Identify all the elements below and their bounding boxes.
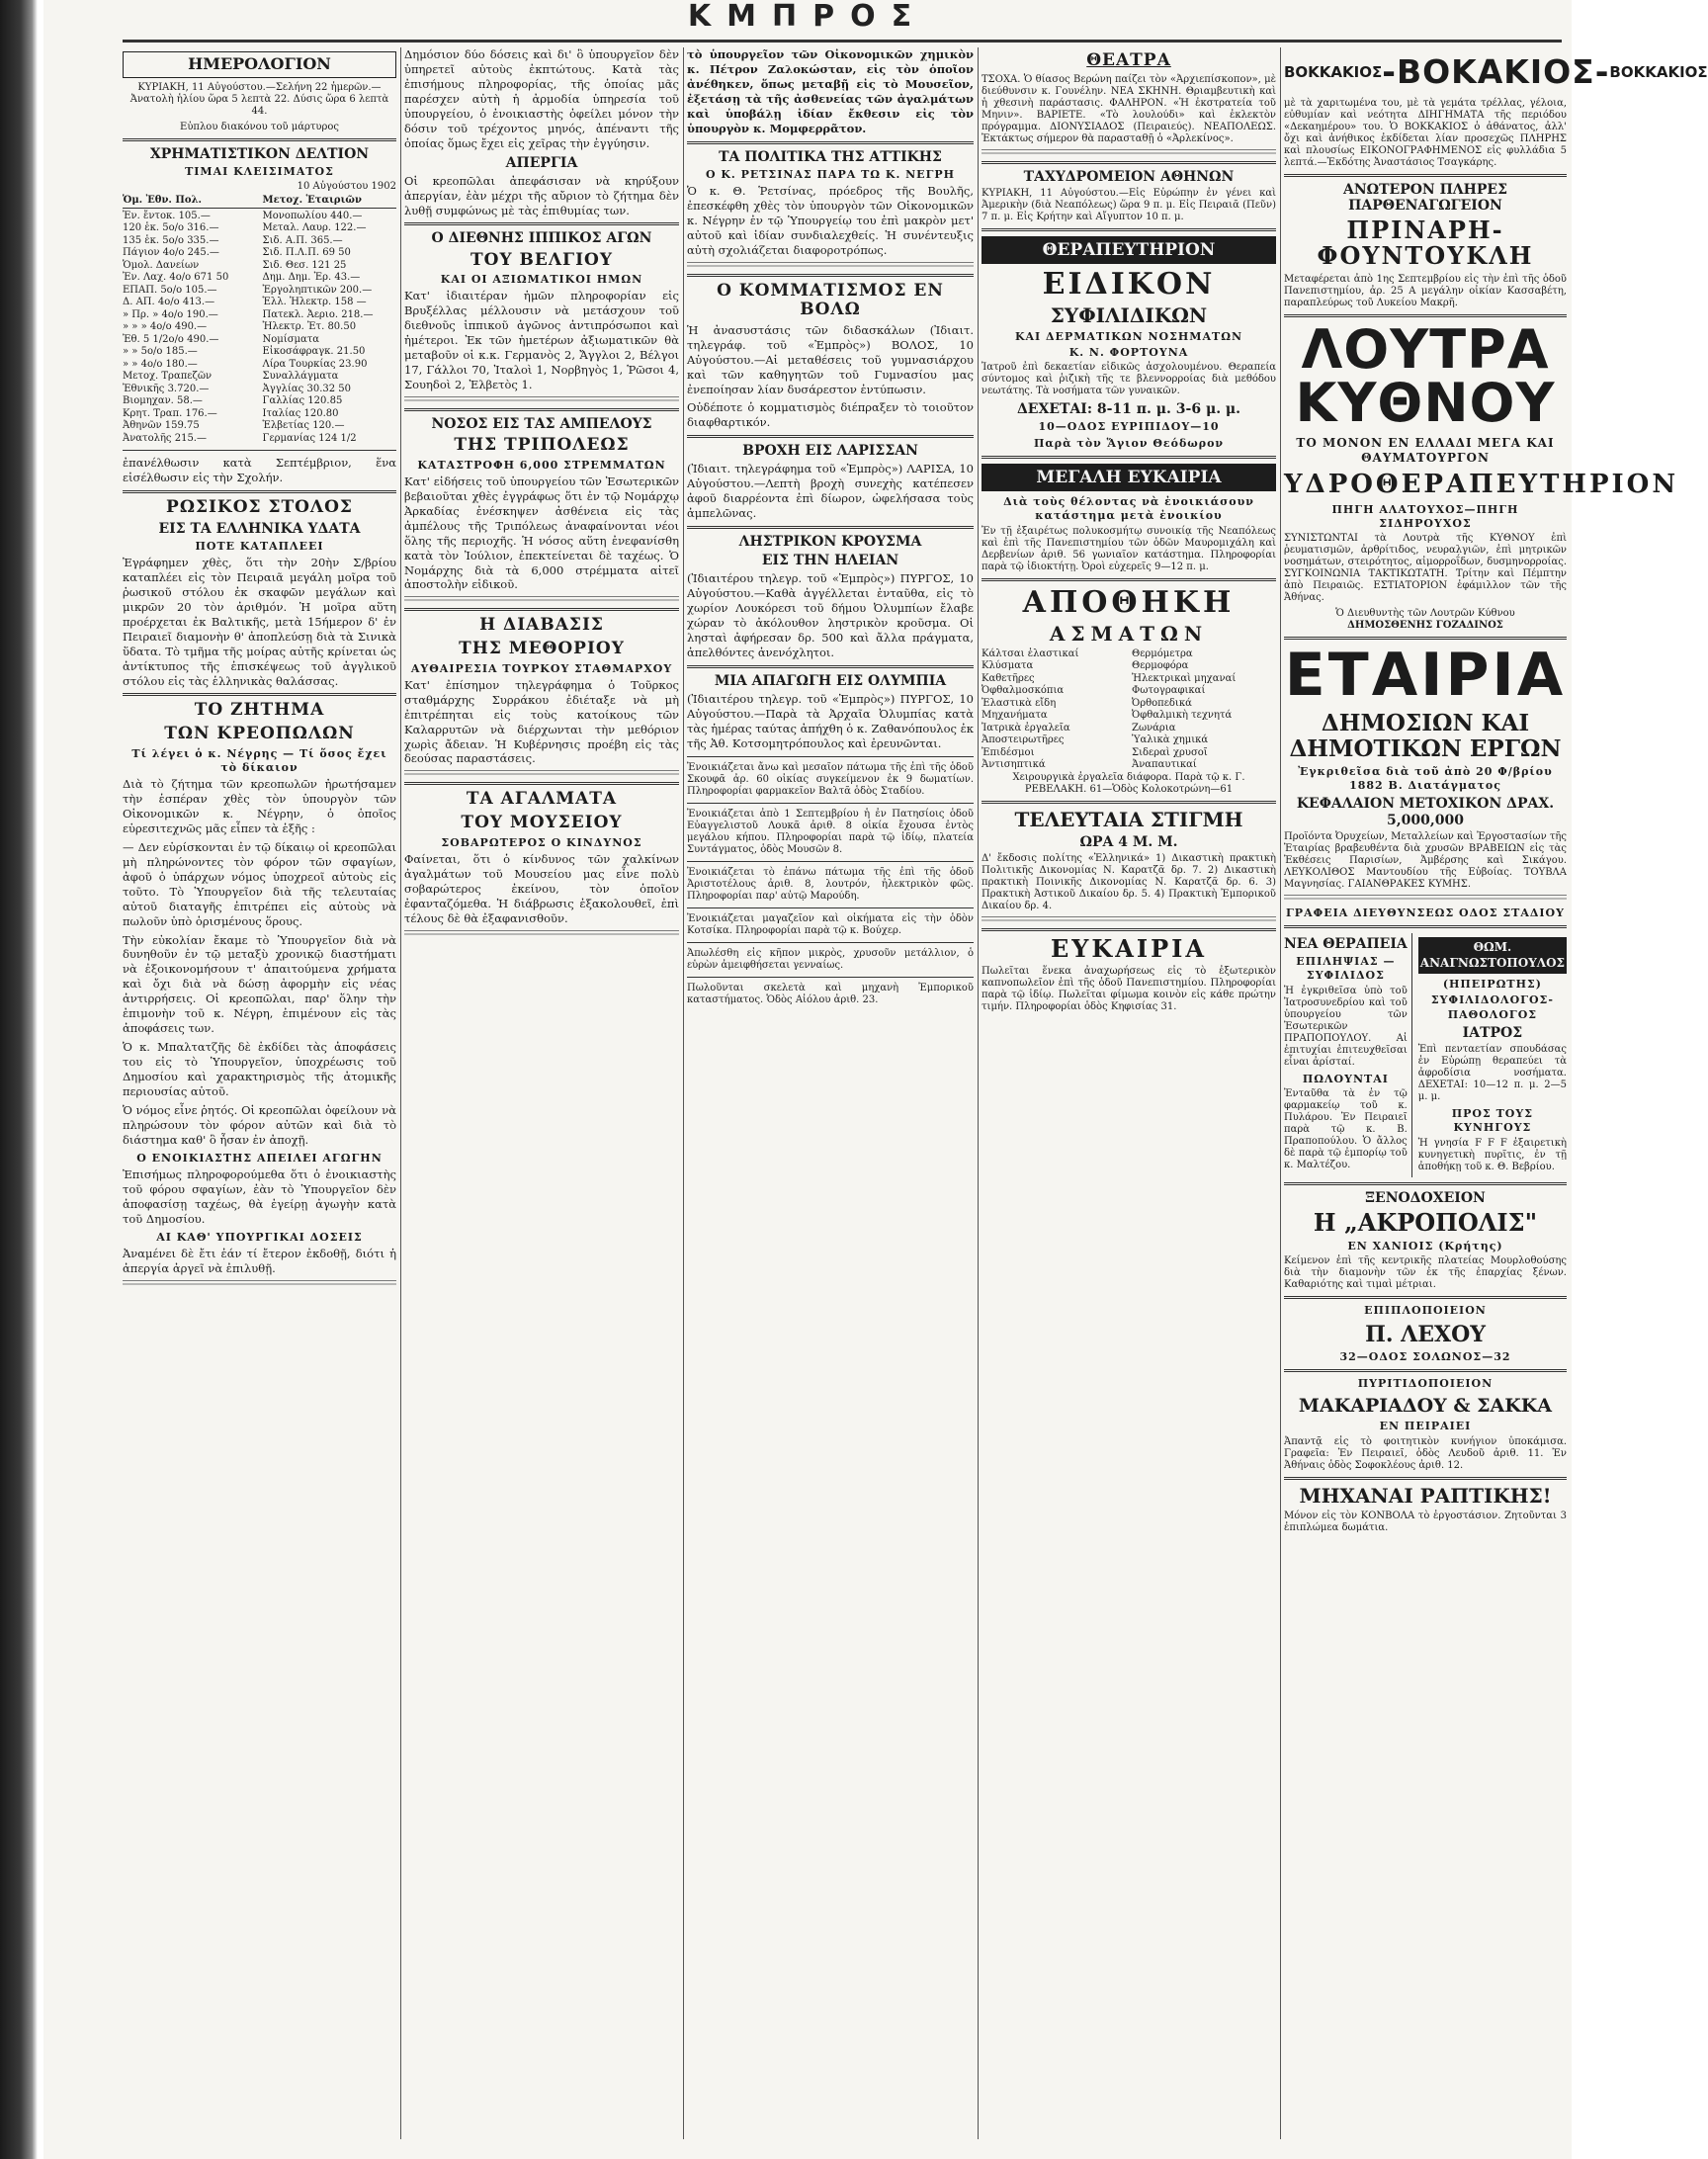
chance-body: Πωλεῖται ἕνεκα ἀναχωρήσεως εἰς τὸ ἐξωτερικὸν καπνοπωλεῖον ἐπὶ τῆς ὁδοῦ Πανεπιστημίου. Πληροφορίαι παρὰ τῷ ἰδίῳ. Πωλεῖται φίμωμα κοινὸν εἰς κάθε πρώτην τιμήν. Πληροφορίαι ὁδὸς Κηφισίας 31. xyxy=(982,966,1276,1013)
divider xyxy=(404,222,679,225)
article-heading: ΝΟΣΟΣ ΕΙΣ ΤΑΣ ΑΜΠΕΛΟΥΣ xyxy=(431,415,652,432)
article-body: Ἡ ἀνασυστάσις τῶν διδασκάλων (Ἰδιαιτ. τηλεγράφ. τοῦ «Ἐμπρὸς») ΒΟΛΟΣ, 10 Αὐγούστου.—Αἱ μεταθέσεις τοῦ γυμνασιάρχου καὶ τῶν καθηγητῶν τοῦ Γυμνασίου μας ἐνεποίησαν λίαν δυσάρεστον ἐντύπωσιν. xyxy=(687,322,974,396)
article-body: Τὴν εὐκολίαν ἔκαμε τὸ Ὑπουργεῖον διὰ νὰ δυνηθοῦν ἐν τῷ μεταξὺ χρονικῷ διαστήματι νὰ ἐξοικονομήσουν τ' ἀπαιτούμενα χρήματα καὶ ὄχι διὰ νὰ δώσῃ ἀφορμὴν εἰς νέας ἀντιρρήσεις. Οἱ κρεοπῶλαι, παρ' ὅλην τὴν ἐπιμονὴν τοῦ κ. Νέγρη, ἐπιμένουν εἰς τὰς ἀποφάσεις των. xyxy=(123,932,396,1036)
doctor-specialty: ΣΥΦΙΛΙΔΟΛΟΓΟΣ-ΠΑΘΟΛΟΓΟΣ xyxy=(1430,993,1554,1021)
finance-column-headers xyxy=(123,195,396,209)
rate-row: Δ. ΑΠ. 4ο/ο 413.— xyxy=(123,297,215,308)
text-lines xyxy=(404,596,679,603)
depot-item: Καθετῆρες xyxy=(982,672,1035,684)
school-name: ΠΡΙΝΑΡΗ-ΦΟΥΝΤΟΥΚΛΗ xyxy=(1317,216,1534,271)
article-body: Κατ' ἐπίσημον τηλεγράφημα ὁ Τοῦρκος σταθμάρχης Συρράκου ἐδιέταξε νὰ μὴ ἐπιτρέπηται εἰς τοὺς κατοίκους τῶν Καλαρρυτῶν νὰ διέρχωνται τὴν μεθόριον χωρὶς ἄδειαν. Ἡ Κυβέρνησις προέβη εἰς τὰς δεούσας παραστάσεις. xyxy=(404,677,679,766)
rate-row: Ἀθηνῶν 159.75 xyxy=(123,420,200,432)
clinic-subheading: ΚΑΙ ΔΕΡΜΑΤΙΚΩΝ ΝΟΣΗΜΑΤΩΝ xyxy=(1014,329,1243,343)
clinic-heading: ΘΕΡΑΠΕΥΤΗΡΙΟΝ xyxy=(982,236,1276,264)
column-2 xyxy=(404,47,679,2139)
furniture-heading: ΕΠΙΠΛΟΠΟΙΕΙΟΝ xyxy=(1364,1304,1487,1318)
therapy-subheading: ΕΠΙΛΗΨΙΑΣ — ΣΥΦΙΛΙΔΟΣ xyxy=(1296,955,1396,983)
divider xyxy=(982,928,1276,931)
powder-location: ΕΝ ΠΕΙΡΑΙΕΙ xyxy=(1379,1420,1472,1433)
divider xyxy=(982,161,1276,164)
baths-springs: ΠΗΓΗ ΑΛΑΤΟΥΧΟΣ—ΠΗΓΗ ΣΙΔΗΡΟΥΧΟΣ xyxy=(1331,502,1519,530)
depot-item: Ἐλαστικὰ εἴδη xyxy=(982,697,1057,709)
article-heading: ΒΡΟΧΗ ΕΙΣ ΛΑΡΙΣΣΑΝ xyxy=(742,443,918,460)
divider xyxy=(687,861,974,862)
rate-row: Σιδ. Α.Π. 365.— xyxy=(262,234,343,246)
column-3 xyxy=(687,47,974,2139)
rate-row: 120 ἑκ. 5ο/ο 316.— xyxy=(123,222,219,234)
divider xyxy=(687,526,974,529)
article-subheading: Τί λέγει ὁ κ. Νέγρης — Τί ὅσος ἔχει τὸ δίκαιον xyxy=(131,746,387,774)
clinic-address: Παρὰ τὸν Ἅγιον Θεόδωρον xyxy=(1033,436,1225,450)
clinic-heading: ΕΙΔΙΚΟΝ xyxy=(1042,266,1216,302)
page-binding-edge xyxy=(0,0,38,2159)
rate-row: Κρητ. Τραπ. 176.— xyxy=(123,407,217,419)
doctor-name: ΘΩΜ. ΑΝΑΓΝΩΣΤΟΠΟΥΛΟΣ xyxy=(1418,937,1567,974)
divider xyxy=(1284,1296,1567,1299)
depot-item: Κλύσματα xyxy=(982,660,1034,672)
calendar-saint: Εὐπλου διακόνου τοῦ μάρτυρος xyxy=(180,121,339,132)
classified-ad: Ἀπωλέσθη εἰς κῆπον μικρὸς, χρυσοῦν μετάλλιον, ὁ εὑρὼν ἀμειφθήσεται γενναίως. xyxy=(687,947,974,971)
article-body: Ἐπισήμως πληροφορούμεθα ὅτι ὁ ἐνοικιαστὴς τοῦ φόρου σφαγίων, ἐὰν τὸ Ὑπουργεῖον δὲν ἀποφασίσῃ ταχέως, θὰ ἐγείρῃ ἀγωγὴν κατὰ τοῦ Δημοσίου. xyxy=(123,1166,396,1226)
article-heading: ΤΩΝ ΚΡΕΟΠΩΛΩΝ xyxy=(164,723,355,743)
depot-item: Ὀφθαλμοσκόπια xyxy=(982,685,1065,697)
text-lines xyxy=(1284,895,1567,902)
rate-row: Βιομηχαν. 58.— xyxy=(123,395,203,407)
text-lines xyxy=(687,262,974,269)
depot-subheading: ΑΣΜΑΤΩΝ xyxy=(1049,621,1209,646)
rate-row: Ἠλεκτρ. Ἐτ. 80.50 xyxy=(262,321,357,333)
article-heading: Η ΔΙΑΒΑΣΙΣ xyxy=(479,615,604,636)
rate-row: ΕΠΑΠ. 5ο/ο 105.— xyxy=(123,284,217,296)
hotel-location: ΕΝ ΧΑΝΙΟΙΣ (Κρήτης) xyxy=(1347,1240,1503,1253)
hunters-heading: ΠΡΟΣ ΤΟΥΣ ΚΥΝΗΓΟΥΣ xyxy=(1451,1107,1534,1135)
article-subheading: ΠΟΤΕ ΚΑΤΑΠΛΕΕΙ xyxy=(195,539,324,553)
divider xyxy=(982,228,1276,231)
article-heading: ΕΙΣ ΤΗΝ ΗΛΕΙΑΝ xyxy=(761,553,899,569)
rate-row: Μεταλ. Λαυρ. 122.— xyxy=(262,222,367,234)
powder-body: Ἀπαντᾷ εἰς τὸ φοιτητικὸν κυνήγιον ὑποκάμισα. Γραφεῖα: Ἐν Πειραιεῖ, ὁδὸς Λευδοῦ ἀριθ. 11. Ἐν Ἀθήναις ὁδὸς Σοφοκλέους ἀριθ. 12. xyxy=(1284,1435,1567,1471)
article-heading: ΛΗΣΤΡΙΚΟΝ ΚΡΟΥΣΜΑ xyxy=(738,534,922,551)
therapy-body: Ἡ ἐγκριθεῖσα ὑπὸ τοῦ Ἰατροσυνεδρίου καὶ τοῦ ὑπουργείου τῶν Ἐσωτερικῶν ΠΡΑΠΟΠΟΥΛΟΥ. Αἱ ἐπιτυχίαι ἐπιτευχθεῖσαι εἶναι ἀρίσταί. xyxy=(1284,985,1408,1068)
article-subheading: Ο Κ. ΡΕΤΣΙΝΑΣ ΠΑΡΑ ΤΩ Κ. ΝΕΓΡΗ xyxy=(705,167,956,181)
column-1 xyxy=(123,47,396,2139)
depot-address: Χειρουργικὰ ἐργαλεῖα διάφορα. Παρὰ τῷ κ. Γ. ΡΕΒΕΛΑΚΗ. 61—Ὁδὸς Κολοκοτρώνη—61 xyxy=(1012,771,1245,795)
rate-row: Πάγιον 4ο/ο 245.— xyxy=(123,247,219,259)
divider xyxy=(404,608,679,611)
finance-right-list xyxy=(263,211,397,446)
rate-row: Ἐν. ἔντοκ. 105.— xyxy=(123,210,211,221)
divider xyxy=(982,456,1276,459)
divider xyxy=(1284,1369,1567,1372)
article-body: Κατ' ἰδιαιτέραν ἡμῶν πληροφορίαν εἰς Βρυξέλλας μέλλουσιν νὰ μετάσχουν τοῦ διεθνοῦς ἱππικοῦ ἀγῶνος ἀντιπρόσωποι καὶ ἡμέτεροι. Ἐκ τῶν ἡμετέρων ἀξιωματικῶν θὰ μεταβοῦν οἱ κ.κ. Γερμανὸς 2, Ἄγγλοι 2, Βέλγοι 17, Γάλλοι 70, Ἰταλοὶ 1, Νορβηγὸς 1, Ῥῶσοι 4, Σουηδοὶ 2, Ἑλβετὸς 1. xyxy=(404,289,679,392)
column-divider xyxy=(400,47,401,2139)
divider xyxy=(687,803,974,804)
text-lines xyxy=(982,149,1276,156)
depot-item: Ὀφθαλμικὴ τεχνητά xyxy=(1132,710,1233,722)
newspaper-page xyxy=(43,0,1708,2159)
doctor-ad xyxy=(1418,933,1567,1177)
finance-note: ἐπανέλθωσιν κατὰ Σεπτέμβριον, ἕνα εἰσέλθωσιν εἰς τὴν Σχολήν. xyxy=(123,456,396,485)
school-body: Μεταφέρεται ἀπὸ 1ης Σεπτεμβρίου εἰς τὴν ἐπὶ τῆς ὁδοῦ Πανεπιστημίου, ἀρ. 25 Α μεγάλην οἰκίαν Κασσαβέτη, παραπλεύρως τοῦ Λυκείου Μακρῆ. xyxy=(1284,273,1567,308)
depot-item: Ὑαλικὰ χημικά xyxy=(1132,734,1209,746)
finance-heading: ΧΡΗΜΑΤΙΣΤΙΚΟΝ ΔΕΛΤΙΟΝ xyxy=(149,145,370,162)
divider xyxy=(123,138,396,141)
depot-item: Ὀρθοπεδικά xyxy=(1132,697,1192,709)
baths-subheading: ΥΔΡΟΘΕΡΑΠΕΥΤΗΡΙΟΝ xyxy=(1284,470,1679,500)
baths-signature: Ὁ Διευθυντὴς τῶν Λουτρῶν Κύθνου xyxy=(1335,608,1515,620)
article-body: τὸ ὑπουργεῖον τῶν Οἰκονομικῶν χημικὸν κ. Πέτρον Ζαλοκώσταν, εἰς τὸν ὁποῖον ἀνέθηκεν, ὅπως μεταβῇ εἰς τὸ Μουσεῖον, ἐξετάσῃ τὰ τῆς ἀσθενείας τῶν ἀγαλμάτων καὶ ὑποβάλῃ ἰδίαν ἔκθεσιν εἰς τὸν ὑπουργὸν κ. Μομφερρᾶτον. xyxy=(687,47,974,135)
banner-center: -ΒΟΚΑΚΙΟΣ- xyxy=(1382,52,1610,91)
text-lines xyxy=(404,770,679,777)
column-divider xyxy=(978,47,979,2139)
classified-ad: Ἐνοικιάζεται τὸ ἐπάνω πάτωμα τῆς ἐπὶ τῆς ὁδοῦ Ἀριστοτέλους ἀριθ. 8, λουτρόν, ἠλεκτρικὸν φῶς. Πληροφορίαι παρ' αὐτῷ Μαρούδη. xyxy=(687,866,974,902)
rate-row: » » 5ο/ο 185.— xyxy=(123,346,198,358)
article-body: Ὁ νόμος εἶνε ῥητός. Οἱ κρεοπῶλαι ὀφείλουν νὰ πληρώσουν τὸν φόρον αὐτῶν καὶ διὰ τὸ διάστημα καθ' ὃ ἦσαν ἐν ἀποχῇ. xyxy=(123,1102,396,1147)
divider xyxy=(982,578,1276,581)
depot-item: Φωτογραφικαί xyxy=(1132,685,1206,697)
classified-ad: Πωλοῦνται σκελετὰ καὶ μηχανὴ Ἐμπορικοῦ καταστήματος. Ὁδὸς Αἰόλου ἀριθ. 23. xyxy=(687,982,974,1005)
column-4 xyxy=(982,47,1276,2139)
masthead: ΚΜΠΡΟΣ xyxy=(687,0,928,34)
clinic-address: 10—ΟΔΟΣ ΕΥΡΙΠΙΔΟΥ—10 xyxy=(1038,420,1220,434)
rate-row: » » 4ο/ο 180.— xyxy=(123,358,198,370)
rate-row: Μονοπωλίου 440.— xyxy=(262,210,363,221)
depot-item: Ζωνάρια xyxy=(1132,722,1176,734)
company-decree: Ἐγκριθεῖσα διὰ τοῦ ἀπὸ 20 Φ/βρίου 1882 Β. Διατάγματος xyxy=(1298,764,1553,793)
article-body: (Ἰδιαιτ. τηλεγράφημα τοῦ «Ἐμπρὸς») ΛΑΡΙΣΑ, 10 Αὐγούστου.—Λεπτὴ βροχὴ συνεχὴς κατέπεσεν ἀφοῦ διαρρέοντα ἐπὶ δίωρον, ὠφελήσασα τοὺς ἀμπελῶνας. xyxy=(687,462,974,521)
divider xyxy=(123,450,396,451)
divider xyxy=(404,408,679,411)
post-heading: ΤΑΧΥΔΡΟΜΕΙΟΝ ΑΘΗΝΩΝ xyxy=(1023,168,1235,185)
article-subheading: ΑΙ ΚΑΘ' ΥΠΟΥΡΓΙΚΑΙ ΔΟΣΕΙΣ xyxy=(156,1230,363,1244)
article-body: Ἀναμένει δὲ ἔτι ἐάν τί ἔτερον ἐκδοθῇ, διότι ἡ ἀπεργία ἀργεῖ νὰ ἐπιλυθῇ. xyxy=(123,1246,396,1275)
theatre-heading: ΘΕΑΤΡΑ xyxy=(1086,50,1171,70)
divider xyxy=(687,942,974,943)
furniture-address: 32—ΟΔΟΣ ΣΟΛΩΝΟΣ—32 xyxy=(1339,1349,1511,1363)
depot-list-left xyxy=(982,648,1126,772)
calendar-date: ΚΥΡΙΑΚΗ, 11 Αὐγούστου.—Σελήνη 22 ἡμερῶν.—Ἀνατολὴ ἡλίου ὥρα 5 λεπτὰ 22. Δύσις ὥρα 6 λεπτὰ 44. xyxy=(129,81,389,117)
text-lines xyxy=(404,930,679,937)
rate-row: Νομίσματα xyxy=(262,333,320,345)
classified-ad: Ἐνοικιάζεται μαγαζεῖον καὶ οἰκήματα εἰς τὴν ὁδὸν Κοτσίκα. Πληροφορίαι παρὰ τῷ κ. Βούχερ. xyxy=(687,912,974,936)
rate-row: Λίρα Τουρκίας 23.90 xyxy=(262,358,368,370)
depot-item: Θερμόμετρα xyxy=(1132,648,1193,659)
text-lines xyxy=(982,916,1276,923)
rate-row: Σιδ. Θεσ. 121 25 xyxy=(262,259,347,271)
opportunity-heading: ΜΕΓΑΛΗ ΕΥΚΑΙΡΙΑ xyxy=(982,464,1276,491)
article-heading: ΜΙΑ ΑΠΑΓΩΓΗ ΕΙΣ ΟΛΥΜΠΙΑ xyxy=(714,673,947,690)
article-heading: ΤΟΥ ΜΟΥΣΕΙΟΥ xyxy=(461,812,623,832)
twin-ads xyxy=(1284,933,1567,1177)
clinic-body: Ἰατροῦ ἐπὶ δεκαετίαν εἰδικῶς ἀσχολουμένου. Θεραπεία σύντομος καὶ ῥιζικὴ τῆς τε βλεννορροίας διὰ μεθόδου νεωτάτης. Τὰ νοσήματα τῶν γυναικῶν. xyxy=(982,362,1276,397)
depot-item: Κάλτσαι ἐλαστικαί xyxy=(982,648,1079,659)
depot-list-right xyxy=(1132,648,1276,772)
finance-table xyxy=(123,211,396,446)
rate-row: Εἰκοσάφραγκ. 21.50 xyxy=(262,346,366,358)
depot-item: Σιδεραὶ χρυσοῖ xyxy=(1132,746,1208,758)
divider xyxy=(687,907,974,908)
last-minute-body: Δ' ἔκδοσις πολίτης «Ἑλληνικά» 1) Δικαστικὴ πρακτικὴ Πολιτικῆς Δικονομίας Ν. Καρατζᾶ δρ. 7. 2) Δικαστικὴ πρακτικὴ Ποινικῆς Δικονομίας Ν. Καρατζᾶ δρ. 6. 3) Πρακτικὴ Ἀστικοῦ Δικαίου δρ. 5. 4) Πρακτικὴ Ἐμπορικοῦ Δικαίου δρ. 4. xyxy=(982,852,1276,911)
article-heading: ΤΟ ΖΗΤΗΜΑ xyxy=(194,700,325,721)
sewing-body: Μόνον εἰς τὸν ΚΟΝΒΟΛΑ τὸ ἐργοστάσιον. Ζητοῦνται 3 ἐπιπλώμεα δωμάτια. xyxy=(1284,1510,1567,1533)
sale-body: Ἐνταῦθα τὰ ἐν τῷ φαρμακείῳ τοῦ κ. Πυλάρου. Ἐν Πειραιεῖ παρὰ τῷ κ. Β. Πραποπούλου. Ὁ ἄλλος δὲ παρὰ τῷ ἐμπορίῳ τοῦ κ. Μαλτέζου. xyxy=(1284,1087,1408,1170)
bokkakios-body: μὲ τὰ χαριτωμένα του, μὲ τὰ γεμάτα τρέλλας, γέλοια, εὐθυμίαν καὶ νεότητα ΔΙΗΓΗΜΑΤΑ τῆς περιόδου «Δεκαημέρου» του. Ὁ ΒΟΚΚΑΚΙΟΣ ὁ ἀθάνατος, ἀλλ' ὄχι καὶ ἀνήθικος ἐκδίδεται λίαν προσεχῶς ΠΛΗΡΗΣ καὶ πλουσίως ΕΙΚΟΝΟΓΡΑΦΗΜΕΝΟΣ εἰς φυλλάδια 5 λεπτά.—Ἐκδότης Ἀναστάσιος Τσαγκάρης. xyxy=(1284,97,1567,168)
hotel-heading: ΞΕΝΟΔΟΧΕΙΟΝ xyxy=(1365,1189,1486,1206)
article-body: Δημόσιον δύο δόσεις καὶ δι' ὃ ὑπουργεῖον δὲν ὑπηρετεῖ αὐτοὺς ἐκπτώτους. Κατὰ τὰς ἐπισήμους πληροφορίας, τῆς ὁποίας μᾶς παρέσχεν αὐτὴ ἡ ἀρμοδία ὑπηρεσία τοῦ ὑπουργείου, ὁ ἐνοικιαστὴς ὀφείλει μόνον τὴν δόσιν τοῦ τρέχοντος μηνός, ἀπέναντι τῆς ὁποίας ὅμως ἔχει εἰς χεῖρας τὴν ἐγγύησιν. xyxy=(404,47,679,150)
classified-ad: Ἐνοικιάζεται ἄνω καὶ μεσαῖον πάτωμα τῆς ἐπὶ τῆς ὁδοῦ Σκουφᾶ ἀρ. 60 οἰκίας συγκείμενον ἐκ 9 δωματίων. Πληροφορίαι φαρμακεῖον Βαλτᾶ ὁδὸς Σταδίου. xyxy=(687,761,974,797)
post-body: ΚΥΡΙΑΚΗ, 11 Αὐγούστου.—Εἰς Εὐρώπην ἐν γένει καὶ Ἀμερικὴν (διὰ Νεαπόλεως) ὥρα 9 π. μ. Εἰς Πειραιᾶ (Πεῦν) 7 π. μ. Εἰς Κρήτην καὶ Αἴγυπτον 10 π. μ. xyxy=(982,187,1276,222)
rate-row: » Πρ. » 4ο/ο 190.— xyxy=(123,308,218,320)
column-divider xyxy=(1280,47,1281,2139)
opportunity-body: Ἐν τῇ ἐξαιρέτως πολυκοσμήτῳ συνοικίᾳ τῆς Νεαπόλεως καὶ ἐπὶ τῆς Πανεπιστημίου τῶν ὁδῶν Μαυρομιχάλη καὶ Δερβενίων ἀριθ. 56 γωνιαῖον κατάστημα. Πληροφορίαι παρὰ τῷ ἰδιοκτήτῃ. Ὀροὶ εὐχερεῖς 9—12 π. μ. xyxy=(982,525,1276,572)
depot-list xyxy=(982,648,1276,772)
rate-row: Δημ. Δημ. Ἐρ. 43.— xyxy=(262,272,361,284)
article-heading: ΡΩΣΙΚΟΣ ΣΤΟΛΟΣ xyxy=(166,497,353,518)
doctor-origin: (ΗΠΕΙΡΩΤΗΣ) xyxy=(1442,978,1542,992)
article-body: (Ἰδιαιτέρου τηλεγρ. τοῦ «Ἐμπρὸς») ΠΥΡΓΟΣ, 10 Αὐγούστου.—Καθὰ ἀγγέλλεται ἐνταῦθα, εἰς τὸ χωρίον Λουκόρεσι τοῦ δήμου Ὀλυμπίων ἔλαβε χώραν τὸ ἀκόλουθον ληστρικὸν κροῦσμα. Οἱ λησταὶ ἀφήρεσαν δρ. 500 καὶ ἄλλα πράγματα, ἀπελθόντες ἀνενόχλητοι. xyxy=(687,571,974,660)
divider xyxy=(123,693,396,696)
depot-item: Ἀποστειρωτῆρες xyxy=(982,734,1065,746)
classified-ad: Ἐνοικιάζεται ἀπὸ 1 Σεπτεμβρίου ἡ ἐν Πατησίοις ὁδοῦ Εὐαγγελιστοῦ Λουκᾶ ἀριθ. 8 οἰκία ἔχουσα ἐντὸς μεγάλου κήπου. Πληροφορίαι παρὰ τῷ ἰδίῳ, πλατεία Συντάγματος, ὁδὸς Μουσῶν 8. xyxy=(687,808,974,855)
finance-header-left: Ὁμ. Ἐθν. Πολ. xyxy=(123,195,202,207)
rate-row: Ἑλλ. Ἡλεκτρ. 158 — xyxy=(262,297,367,308)
divider xyxy=(687,756,974,757)
opportunity-subheading: Διὰ τοὺς θέλοντας νὰ ἐνοικιάσουν κατάστημα μετὰ ἐνοικίου xyxy=(1003,495,1254,523)
sewing-heading: ΜΗΧΑΝΑΙ ΡΑΠΤΙΚΗΣ! xyxy=(1299,1483,1552,1508)
sale-heading: ΠΩΛΟΥΝΤΑΙ xyxy=(1302,1072,1389,1085)
rate-row: Σιδ. Π.Λ.Π. 69 50 xyxy=(262,247,351,259)
rate-row: » » » 4ο/ο 490.— xyxy=(123,321,208,333)
article-heading: ΤΟΥ ΒΕΛΓΙΟΥ xyxy=(470,249,613,270)
baths-signature-name: ΔΗΜΟΣΘΕΝΗΣ ΓΟΖΑΔΙΝΟΣ xyxy=(1347,620,1503,632)
finance-left-list xyxy=(123,211,257,446)
rate-row: Μετοχ. Τραπεζῶν xyxy=(123,371,213,383)
divider xyxy=(982,801,1276,804)
rate-row: Πατεκλ. Ἀεριο. 218.— xyxy=(262,308,374,320)
article-body: — Δεν εὑρίσκονται ἐν τῷ δίκαιῳ οἱ κρεοπῶλαι μὴ πληρώνοντες τὸν φόρον τῶν σφαγίων, ἀφοῦ ὁ ὑπάρχων νόμος ὑποχρεοῖ αὐτοὺς εἰς τοῦτο. Τὸ Ὑπουργεῖον διὰ τῆς τελευταίας αὐτοῦ διαταγῆς ἐπιτρέπει εἰς αὐτοὺς νὰ πωλοῦν ὑπὸ ὁρισμένους ὅρους. xyxy=(123,839,396,928)
company-name: ΔΗΜΟΣΙΩΝ ΚΑΙ ΔΗΜΟΤΙΚΩΝ ΕΡΓΩΝ xyxy=(1289,710,1562,762)
therapy-ad xyxy=(1284,933,1412,1177)
article-body: Ἐγράφημεν χθὲς, ὅτι τὴν 20ὴν Σ/βρίου καταπλέει εἰς τὸν Πειραιᾶ μεγάλη μοῖρα τοῦ ῥωσικοῦ στόλου ἐκ σκαφῶν μεγάλων καὶ μικρῶν 20 τὸν ἀριθμόν. Ἡ μοῖρα αὕτη προέρχεται ἐκ Βαλτικῆς, μετὰ 15ήμερον δ' ἐν Πειραιεῖ διαμονὴν θ' ἀποπλεύσῃ διὰ τὰ Σινικὰ ὕδατα. Τὸ τμῆμα τῆς μοίρας αὐτῆς κρίνεται ὡς ἀντίκτυπος τῆς ἐπισκέψεως τοῦ ἀγγλικοῦ στόλου εἰς τὰς ἑλληνικὰς θαλάσσας. xyxy=(123,556,396,688)
clinic-hours: ΔΕΧΕΤΑΙ: 8-11 π. μ. 3-6 μ. μ. xyxy=(1016,401,1241,418)
article-body: Διὰ τὸ ζήτημα τῶν κρεοπωλῶν ἠρωτήσαμεν τὴν ἑσπέραν χθὲς τὸν ὑπουργὸν τῶν Οἰκονομικῶν κ. Νέγρην, ὁ ὁποῖος εὑρεσιτεχνῶς μᾶς εἶπεν τὰ ἑξῆς : xyxy=(123,777,396,835)
article-subheading: ΚΑΙ ΟΙ ΑΞΙΩΜΑΤΙΚΟΙ ΗΜΩΝ xyxy=(440,273,643,287)
calendar-heading: ΗΜΕΡΟΛΟΓΙΟΝ xyxy=(123,51,396,78)
rate-row: Ἐν. Λαχ. 4ο/ο 671 50 xyxy=(123,272,229,284)
article-subheading: ΑΥΘΑΙΡΕΣΙΑ ΤΟΥΡΚΟΥ ΣΤΑΘΜΑΡΧΟΥ xyxy=(410,661,673,675)
baths-body: ΣΥΝΙΣΤΩΝΤΑΙ τὰ Λουτρὰ τῆς ΚΥΘΝΟΥ ἐπὶ ῥευματισμῶν, ἀρθρίτιδος, νευραλγιῶν, ἐπὶ μητρικῶν νοσημάτων, στειρότητος, αἰμορροΐδων, δυσμηνορροίας. ΣΥΓΚΟΙΝΩΝΙΑ ΤΑΚΤΙΚΩΤΑΤΗ. Τρίτην καὶ Πέμπτην ἀπὸ Πειραιῶς. ΕΣΤΙΑΤΟΡΙΟΝ ἐφάμιλλον τῶν τῆς Ἀθήνας. xyxy=(1284,533,1567,604)
company-offices: ΓΡΑΦΕΙΑ ΔΙΕΥΘΥΝΣΕΩΣ ΟΔΟΣ ΣΤΑΔΙΟΥ xyxy=(1286,906,1565,919)
article-heading: ΤΗΣ ΜΕΘΟΡΙΟΥ xyxy=(459,638,625,658)
banner-right: ΒΟΚΚΑΚΙΟΣ xyxy=(1609,62,1708,81)
hotel-body: Κείμενον ἐπὶ τῆς κεντρικῆς πλατείας Μουρλοθούσης διὰ τὴν διαμονὴν τῶν ἐκ τῆς ἐπαρχίας ξένων. Καθαριότης καὶ τιμαὶ μέτριαι. xyxy=(1284,1255,1567,1291)
column-divider xyxy=(683,47,684,2139)
divider xyxy=(687,141,974,144)
divider xyxy=(404,782,679,785)
powder-name: ΜΑΚΑΡΙΑΔΟΥ & ΣΑΚΚΑ xyxy=(1298,1394,1553,1417)
company-body: Προϊόντα Ὀρυχείων, Μεταλλείων καὶ Ἐργοστασίων τῆς Ἑταιρίας βραβευθέντα διὰ χρυσῶν ΒΡΑΒΕΙΩΝ εἰς τὰς Ἐκθέσεις Παρισίων, Ἀμβέρσης καὶ Σικάγου. ΛΕΥΚΟΛΙΘΟΣ Μαντουδίου τῆς Εὐβοίας. ΤΟΥΒΛΑ Μαγνησίας. ΓΑΙΑΝΘΡΑΚΕΣ ΚΥΜΗΣ. xyxy=(1284,830,1567,890)
chance-heading: ΕΥΚΑΙΡΙΑ xyxy=(1050,933,1208,963)
clinic-doctor: Κ. Ν. ΦΟΡΤΟΥΝΑ xyxy=(1068,346,1189,360)
article-heading: Ο ΚΟΜΜΑΤΙΣΜΟΣ ΕΝ ΒΟΛΩ xyxy=(717,280,944,320)
article-body: Φαίνεται, ὅτι ὁ κίνδυνος τῶν χαλκίνων ἀγαλμάτων τοῦ Μουσείου μας εἶνε πολὺ σοβαρώτερος ἐκείνου, τὸν ὁποῖον ἐφανταζόμεθα. Ἡ διάβρωσις ἐξακολουθεῖ, ἐπὶ τέλους δὲ θὰ ἐξαφανισθοῦν. xyxy=(404,851,679,925)
rate-row: Ὁμολ. Δανείων xyxy=(123,259,200,271)
article-body: Κατ' εἰδήσεις τοῦ ὑπουργείου τῶν Ἐσωτερικῶν βεβαιοῦται χθὲς ἐγγράφως ὅτι ἐν τῷ Νομάρχῳ Ἀρκαδίας ἐνέσκηψεν ἀσθένεια εἰς τὰς ἀμπέλους τῆς Τριπόλεως ἀναφαίνονται νέοι ὅλης τῆς περιοχῆς. Ἡ νόσος αὕτη ἐνεφανίσθη κατὰ τὸν Ἰούλιον, ἐπεκτείνεται δὲ ταχέως. Ὁ Νομάρχης διὰ τὰ 6,000 στρέμματα αἰτεῖ ἀποστολὴν εἰδικοῦ. xyxy=(404,474,679,592)
finance-subheading: ΤΙΜΑΙ ΚΛΕΙΣΙΜΑΤΟΣ xyxy=(185,164,334,178)
theatre-listings: ΤΣΟΧΑ. Ὁ θίασος Βερώνη παίζει τὸν «Ἀρχιεπίσκοπον», μὲ διεύθυνσιν κ. Γουνέλην. ΝΕΑ ΣΚΗΝΗ. Θριαμβευτικὴ καὶ ἡ χθεσινὴ παράστασις. ΦΑΛΗΡΟΝ. «Ἡ ἐκστρατεία τοῦ Μηνιν». ΒΑΡΙΕΤΕ. «Τὸ λουλούδι» καὶ ἐκλεκτὸν πρόγραμμα. ΔΙΟΝΥΣΙΑΔΟΣ (Πειραιεύς). ΝΕΑΠΟΛΕΩΣ. Ἐκτάκτως σήμερον θὰ παρασταθῇ ὁ «Ἀρλεκίνος». xyxy=(982,73,1276,144)
article-body: Οἱ κρεοπῶλαι ἀπεφάσισαν νὰ κηρύξουν ἀπεργίαν, ἐὰν μέχρι τῆς αὔριον τὸ ζήτημα δὲν λυθῇ συμφώνως μὲ τὰς ἐπιθυμίας των. xyxy=(404,173,679,217)
school-heading: ΑΝΩΤΕΡΟΝ ΠΛΗΡΕΣ ΠΑΡΘΕΝΑΓΩΓΕΙΟΝ xyxy=(1342,181,1507,214)
divider xyxy=(687,274,974,277)
divider xyxy=(1284,925,1567,928)
divider xyxy=(687,665,974,668)
depot-heading: ΑΠΟΘΗΚΗ xyxy=(1022,584,1236,620)
article-heading: Ο ΔΙΕΘΝΗΣ ΙΠΠΙΚΟΣ ΑΓΩΝ xyxy=(431,230,652,247)
column-5 xyxy=(1284,47,1708,2139)
masthead-rule xyxy=(123,40,1562,43)
text-lines xyxy=(123,1280,396,1287)
text-lines xyxy=(404,396,679,403)
rate-row: Ἀνατολῆς 215.— xyxy=(123,432,207,444)
last-minute-time: ΩΡΑ 4 Μ. Μ. xyxy=(1079,833,1178,850)
divider xyxy=(123,490,396,493)
depot-item: Μηχανήματα xyxy=(982,710,1048,722)
last-minute-heading: ΤΕΛΕΥΤΑΙΑ ΣΤΙΓΜΗ xyxy=(1014,807,1243,831)
article-body: Οὐδέποτε ὁ κομματισμὸς διέπραξεν τὸ τοιοῦτον διαφθαρτικόν. xyxy=(687,400,974,430)
divider xyxy=(687,435,974,438)
hotel-name: Η „ΑΚΡΟΠΟΛΙΣ" xyxy=(1313,1207,1538,1237)
article-heading: ΑΠΕΡΓΙΑ xyxy=(505,154,578,171)
rate-row: Γαλλίας 120.85 xyxy=(262,395,343,407)
rate-row: Γερμανίας 124 1/2 xyxy=(262,432,357,444)
company-capital: ΚΕΦΑΛΑΙΟΝ ΜΕΤΟΧΙΚΟΝ ΔΡΑΧ. 5,000,000 xyxy=(1296,796,1555,828)
article-subheading: ΕΙΣ ΤΑ ΕΛΛΗΝΙΚΑ ΥΔΑΤΑ xyxy=(158,520,361,537)
bokkakios-banner xyxy=(1284,51,1708,94)
powder-heading: ΠΥΡΙΤΙΔΟΠΟΙΕΙΟΝ xyxy=(1357,1377,1494,1391)
company-heading: ΕΤΑΙΡΙΑ xyxy=(1284,641,1567,711)
article-body: Ὁ κ. Μπαλτατζῆς δὲ ἐκδίδει τὰς ἀποφάσεις του εἰς τὸ Ὑπουργεῖον, ὑποχρέωσις τοῦ Δημοσίου καὶ χαρακτηρισμὸς τῆς ἀτομικῆς περιουσίας αὐτοῦ. xyxy=(123,1040,396,1098)
clinic-heading: ΣΥΦΙΛΙΔΙΚΩΝ xyxy=(1050,302,1208,327)
finance-header-right: Μετοχ. Ἑταιριῶν xyxy=(262,195,362,207)
divider xyxy=(1284,1477,1567,1480)
article-subheading: ΚΑΤΑΣΤΡΟΦΗ 6,000 ΣΤΡΕΜΜΑΤΩΝ xyxy=(417,458,666,472)
rate-row: Συναλλάγματα xyxy=(262,371,339,383)
baths-heading: ΛΟΥΤΡΑ ΚΥΘΝΟΥ xyxy=(1295,317,1556,434)
depot-item: Ἠλεκτρικαὶ μηχαναί xyxy=(1132,672,1237,684)
furniture-name: Π. ΛΕΧΟΥ xyxy=(1365,1321,1486,1347)
divider xyxy=(1284,314,1567,317)
depot-item: Ἰατρικὰ ἐργαλεῖα xyxy=(982,722,1070,734)
banner-left: ΒΟΚΚΑΚΙΟΣ xyxy=(1284,62,1383,81)
depot-item: Ἀντισηπτικά xyxy=(982,759,1046,771)
divider xyxy=(687,977,974,978)
rate-row: 135 ἑκ. 5ο/ο 335.— xyxy=(123,234,219,246)
rate-row: Ἐργοληπτικῶν 200.— xyxy=(262,284,373,296)
depot-item: Ἀναπαυτικαί xyxy=(1132,759,1197,771)
rate-row: Ἐθνικῆς 3.720.— xyxy=(123,383,210,394)
article-heading: ΤΑ ΠΟΛΙΤΙΚΑ ΤΗΣ ΑΤΤΙΚΗΣ xyxy=(719,148,942,165)
depot-item: Θερμοφόρα xyxy=(1132,660,1189,672)
depot-item: Ἐπιδέσμοι xyxy=(982,746,1035,758)
rate-row: Ἐθ. 5 1/2ο/ο 490.— xyxy=(123,333,219,345)
rate-row: Ιταλίας 120.80 xyxy=(262,407,339,419)
hunters-body: Ἡ γνησία F F F ἐξαιρετικὴ κυνηγετικὴ πυρῖτις, ἐν τῇ ἀποθήκῃ τοῦ κ. Θ. Βεβρίου. xyxy=(1417,1137,1567,1172)
baths-subheading: ΤΟ ΜΟΝΟΝ ΕΝ ΕΛΛΑΔΙ ΜΕΓΑ ΚΑΙ ΘΑΥΜΑΤΟΥΡΓΟΝ xyxy=(1296,435,1555,466)
rate-row: Ἑλβετίας 120.— xyxy=(262,420,345,432)
article-subheading: Ο ΕΝΟΙΚΙΑΣΤΗΣ ΑΠΕΙΛΕΙ ΑΓΩΓΗΝ xyxy=(136,1151,383,1165)
divider xyxy=(1284,174,1567,177)
rate-row: Ἀγγλίας 30.32 50 xyxy=(262,383,351,394)
doctor-body: Ἐπὶ πενταετίαν σπουδάσας ἐν Εὐρώπῃ θεραπεύει τὰ ἀφροδίσια νοσήματα. ΔΕΧΕΤΑΙ: 10—12 π. μ. 2—5 μ. μ. xyxy=(1417,1044,1567,1103)
therapy-heading: ΝΕΑ ΘΕΡΑΠΕΙΑ xyxy=(1284,935,1408,952)
article-subheading: ΣΟΒΑΡΩΤΕΡΟΣ Ο ΚΙΝΔΥΝΟΣ xyxy=(441,835,642,849)
article-heading: ΤΗΣ ΤΡΙΠΟΛΕΩΣ xyxy=(454,435,630,456)
article-body: (Ἰδιαιτέρου τηλεγρ. τοῦ «Ἐμπρὸς») ΠΥΡΓΟΣ, 10 Αὐγούστου.—Παρὰ τὰ Ἀρχαῖα Ὀλυμπίας κατὰ τὰς ἡμέρας ταύτας ἀπήχθη ὁ κ. Ζαθανόπουλος ἐκ τῆς Ἀθ. Κοτσομητρόπουλος καὶ ἐρευνῶνται. xyxy=(687,692,974,750)
article-body: Ὁ κ. Θ. Ῥετσίνας, πρόεδρος τῆς Βουλῆς, ἐπεσκέφθη χθὲς τὸν ὑπουργὸν τῶν Οἰκονομικῶν κ. Νέγρην ἐν τῷ Ὑπουργείῳ του ἐπὶ μακρὸν μετ' αὐτοῦ καὶ ἰδίαν συνδιαλεχθείς. Ἡ συνέντευξις αὐτὴ σχολιάζεται διαφοροτρόπως. xyxy=(687,184,974,257)
divider xyxy=(1284,637,1567,640)
doctor-title: ΙΑΤΡΟΣ xyxy=(1462,1024,1523,1041)
finance-date: 10 Αὐγούστου 1902 xyxy=(297,181,396,193)
divider xyxy=(1284,1182,1567,1185)
article-heading: ΤΑ ΑΓΑΛΜΑΤΑ xyxy=(466,789,618,810)
